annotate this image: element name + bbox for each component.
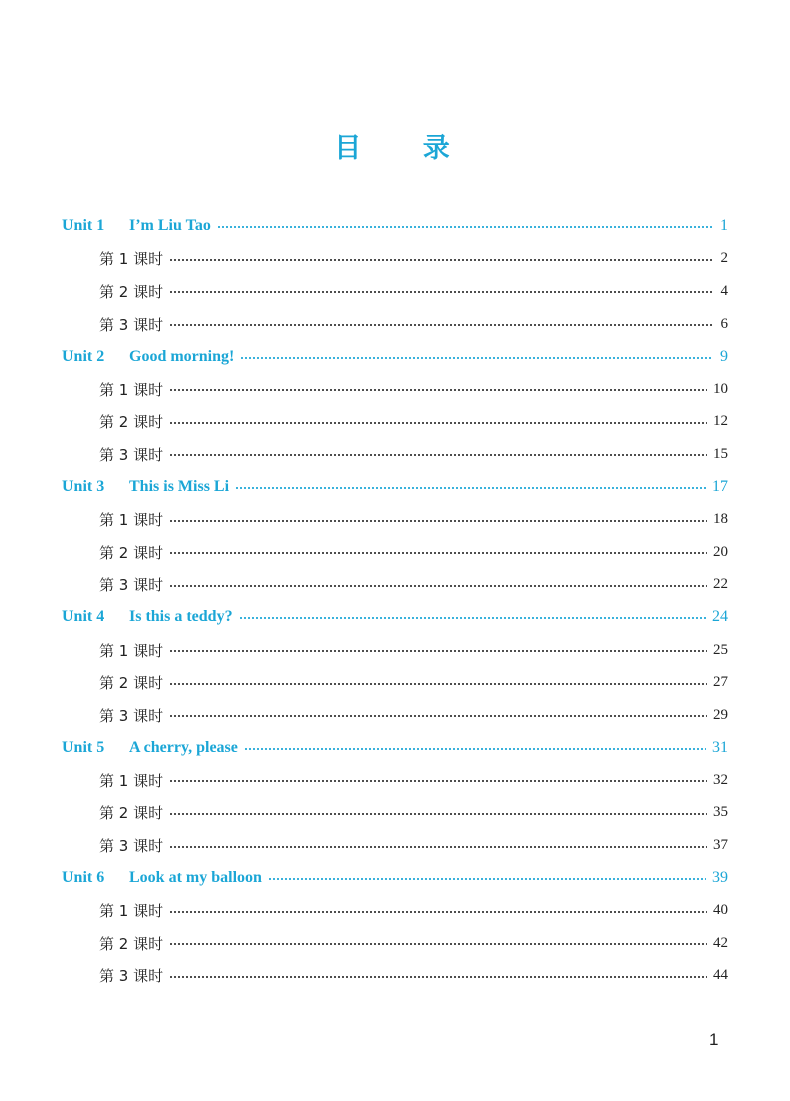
dot-leader xyxy=(169,942,707,946)
toc-lesson-entry[interactable] xyxy=(62,960,728,993)
lesson-title: 第 3 课时 xyxy=(99,837,164,856)
toc-lesson-entry[interactable] xyxy=(62,243,728,276)
toc-lesson-entry[interactable] xyxy=(62,438,728,471)
toc-page-number: 39 xyxy=(712,869,728,887)
toc-page-number: 10 xyxy=(713,380,728,397)
lesson-title: 第 3 课时 xyxy=(99,576,164,595)
dot-leader xyxy=(169,714,707,718)
dot-leader xyxy=(169,388,707,392)
toc-page-number: 20 xyxy=(713,543,728,560)
toc-lesson-entry[interactable] xyxy=(62,829,728,862)
unit-title: Look at my balloon xyxy=(129,869,262,887)
unit-title: Good morning! xyxy=(129,347,235,365)
toc-lesson-entry[interactable] xyxy=(62,503,728,536)
toc-page-number: 22 xyxy=(713,576,728,593)
toc-lesson-entry[interactable] xyxy=(62,373,728,406)
toc-page-number: 12 xyxy=(713,413,728,430)
lesson-title: 第 1 课时 xyxy=(99,771,164,790)
dot-leader xyxy=(169,682,707,686)
toc-lesson-entry[interactable] xyxy=(62,927,728,960)
toc-page-number: 40 xyxy=(713,902,728,919)
dot-leader xyxy=(235,486,706,490)
unit-title: I’m Liu Tao xyxy=(129,217,211,235)
page-title: 目 录 xyxy=(334,133,476,164)
toc-page-number: 6 xyxy=(720,315,728,332)
toc-lesson-entry[interactable] xyxy=(62,666,728,699)
toc-page-number: 35 xyxy=(713,804,728,821)
toc-page-number: 9 xyxy=(720,347,728,365)
lesson-title: 第 3 课时 xyxy=(99,445,164,464)
toc-lesson-entry[interactable] xyxy=(62,275,728,308)
toc-page-number: 42 xyxy=(713,934,728,951)
dot-leader xyxy=(169,421,707,425)
toc-lesson-entry[interactable] xyxy=(62,308,728,341)
dot-leader xyxy=(169,551,707,555)
lesson-title: 第 3 课时 xyxy=(99,967,164,986)
toc-lesson-entry[interactable] xyxy=(62,406,728,439)
toc-page-number: 4 xyxy=(720,282,728,299)
lesson-title: 第 3 课时 xyxy=(99,315,164,334)
unit-number: Unit 4 xyxy=(62,608,105,626)
toc-page-number: 18 xyxy=(713,511,728,528)
toc-page-number: 32 xyxy=(713,771,728,788)
dot-leader xyxy=(169,519,707,523)
toc-page-number: 27 xyxy=(713,674,728,691)
lesson-title: 第 2 课时 xyxy=(99,543,164,562)
dot-leader xyxy=(169,975,707,979)
lesson-title: 第 2 课时 xyxy=(99,413,164,432)
toc-page-number: 29 xyxy=(713,706,728,723)
lesson-title: 第 1 课时 xyxy=(99,902,164,921)
unit-number: Unit 2 xyxy=(62,347,105,365)
lesson-title: 第 3 课时 xyxy=(99,706,164,725)
lesson-title: 第 2 课时 xyxy=(99,282,164,301)
dot-leader xyxy=(169,845,707,849)
lesson-title: 第 1 课时 xyxy=(99,380,164,399)
toc-unit-entry[interactable] xyxy=(62,210,728,243)
dot-leader xyxy=(169,290,712,294)
toc-page-number: 25 xyxy=(713,641,728,658)
lesson-title: 第 1 课时 xyxy=(99,641,164,660)
toc-lesson-entry[interactable] xyxy=(62,894,728,927)
lesson-title: 第 1 课时 xyxy=(99,250,164,269)
toc-page-number: 24 xyxy=(712,608,728,626)
dot-leader xyxy=(169,258,712,262)
table-of-contents xyxy=(62,210,728,992)
dot-leader xyxy=(239,616,706,620)
lesson-title: 第 2 课时 xyxy=(99,934,164,953)
dot-leader xyxy=(217,225,712,229)
dot-leader xyxy=(169,584,707,588)
toc-page-number: 44 xyxy=(713,967,728,984)
toc-unit-entry[interactable] xyxy=(62,471,728,504)
toc-lesson-entry[interactable] xyxy=(62,699,728,732)
dot-leader xyxy=(169,453,707,457)
toc-page-number: 37 xyxy=(713,837,728,854)
unit-number: Unit 5 xyxy=(62,738,105,756)
unit-number: Unit 3 xyxy=(62,478,105,496)
toc-page-number: 2 xyxy=(720,250,728,267)
unit-title: Is this a teddy? xyxy=(129,608,233,626)
dot-leader xyxy=(268,877,706,881)
lesson-title: 第 2 课时 xyxy=(99,674,164,693)
toc-page-number: 15 xyxy=(713,445,728,462)
toc-unit-entry[interactable] xyxy=(62,340,728,373)
toc-lesson-entry[interactable] xyxy=(62,536,728,569)
unit-title: This is Miss Li xyxy=(129,478,230,496)
dot-leader xyxy=(244,747,706,751)
toc-page-number: 31 xyxy=(712,738,728,756)
toc-unit-entry[interactable] xyxy=(62,601,728,634)
toc-lesson-entry[interactable] xyxy=(62,569,728,602)
toc-page-number: 17 xyxy=(712,478,728,496)
unit-number: Unit 6 xyxy=(62,869,105,887)
dot-leader xyxy=(169,649,707,653)
page-number: 1 xyxy=(709,1030,719,1049)
dot-leader xyxy=(169,779,707,783)
lesson-title: 第 2 课时 xyxy=(99,804,164,823)
dot-leader xyxy=(240,356,712,360)
toc-lesson-entry[interactable] xyxy=(62,634,728,667)
lesson-title: 第 1 课时 xyxy=(99,511,164,530)
unit-number: Unit 1 xyxy=(62,217,105,235)
dot-leader xyxy=(169,812,707,816)
toc-lesson-entry[interactable] xyxy=(62,797,728,830)
toc-unit-entry[interactable] xyxy=(62,862,728,895)
dot-leader xyxy=(169,323,712,327)
toc-page-number: 1 xyxy=(720,217,728,235)
toc-unit-entry[interactable] xyxy=(62,732,728,765)
unit-title: A cherry, please xyxy=(129,738,238,756)
dot-leader xyxy=(169,910,707,914)
toc-lesson-entry[interactable] xyxy=(62,764,728,797)
